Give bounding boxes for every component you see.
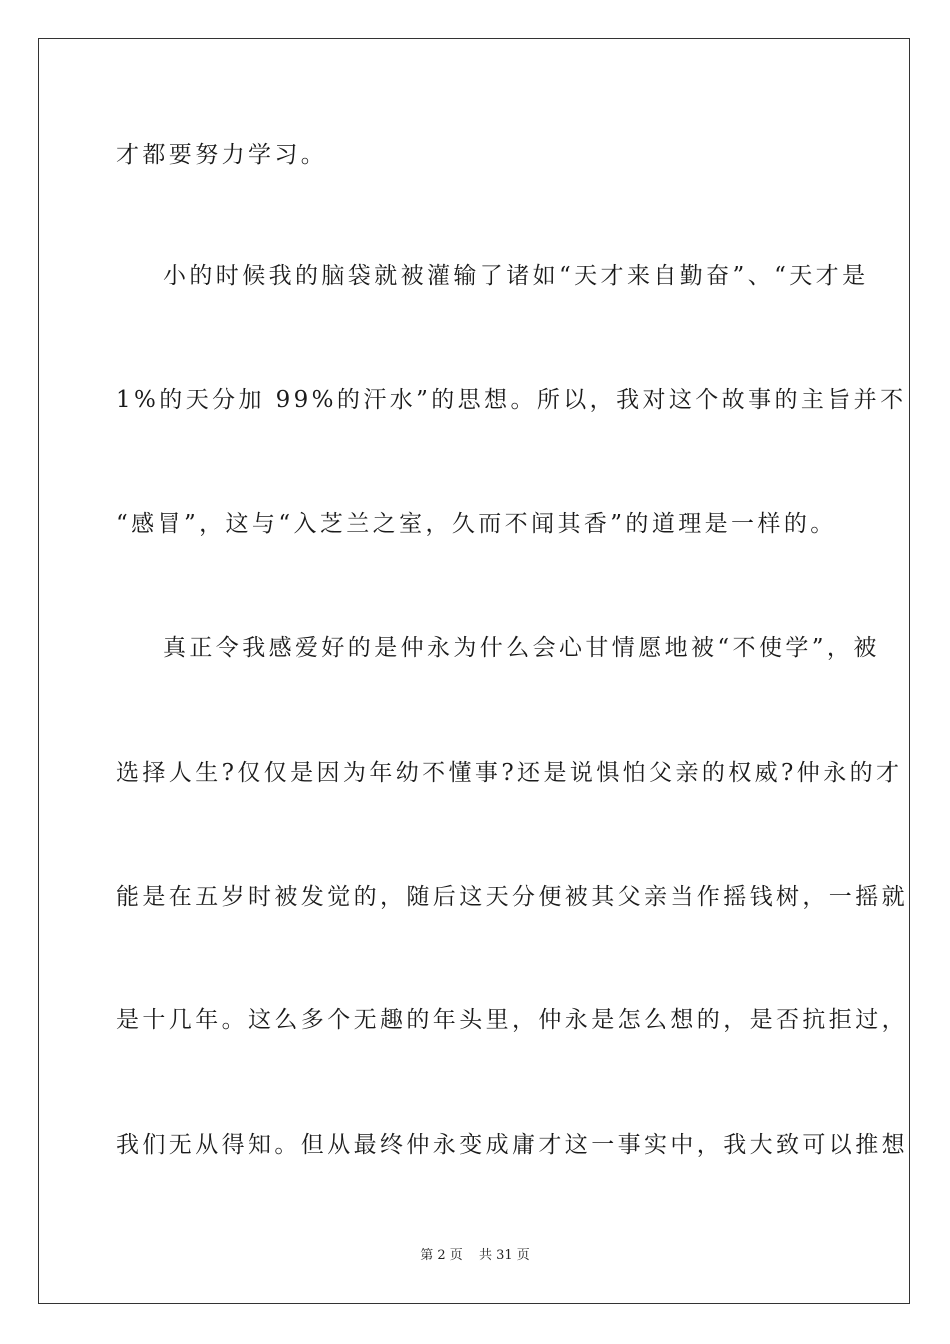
page-footer [0,1244,950,1263]
text-line-6: 选择人生?仅仅是因为年幼不懂事?还是说惧怕父亲的权威?仲永的才 [116,760,903,786]
text-line-1: 才都要努力学习。 [116,142,328,168]
page-border [38,38,910,1304]
text-line-9: 我们无从得知。但从最终仲永变成庸才这一事实中，我大致可以推想 [116,1132,908,1158]
text-line-3: 1%的天分加 99%的汗水”的思想。所以，我对这个故事的主旨并不 [116,387,907,413]
total-pages: 共 31 页 [478,1248,530,1263]
text-line-2: 小的时候我的脑袋就被灌输了诸如“天才来自勤奋”、“天才是 [163,263,869,289]
text-line-5: 真正令我感爱好的是仲永为什么会心甘情愿地被“不使学”，被 [163,635,880,661]
text-line-7: 能是在五岁时被发觉的，随后这天分便被其父亲当作摇钱树，一摇就 [116,884,908,910]
page-number: 第 2 页 [420,1248,463,1263]
text-line-8: 是十几年。这么多个无趣的年头里，仲永是怎么想的，是否抗拒过， [116,1007,908,1033]
text-line-4: “感冒”，这与“入芝兰之室，久而不闻其香”的道理是一样的。 [116,511,837,537]
